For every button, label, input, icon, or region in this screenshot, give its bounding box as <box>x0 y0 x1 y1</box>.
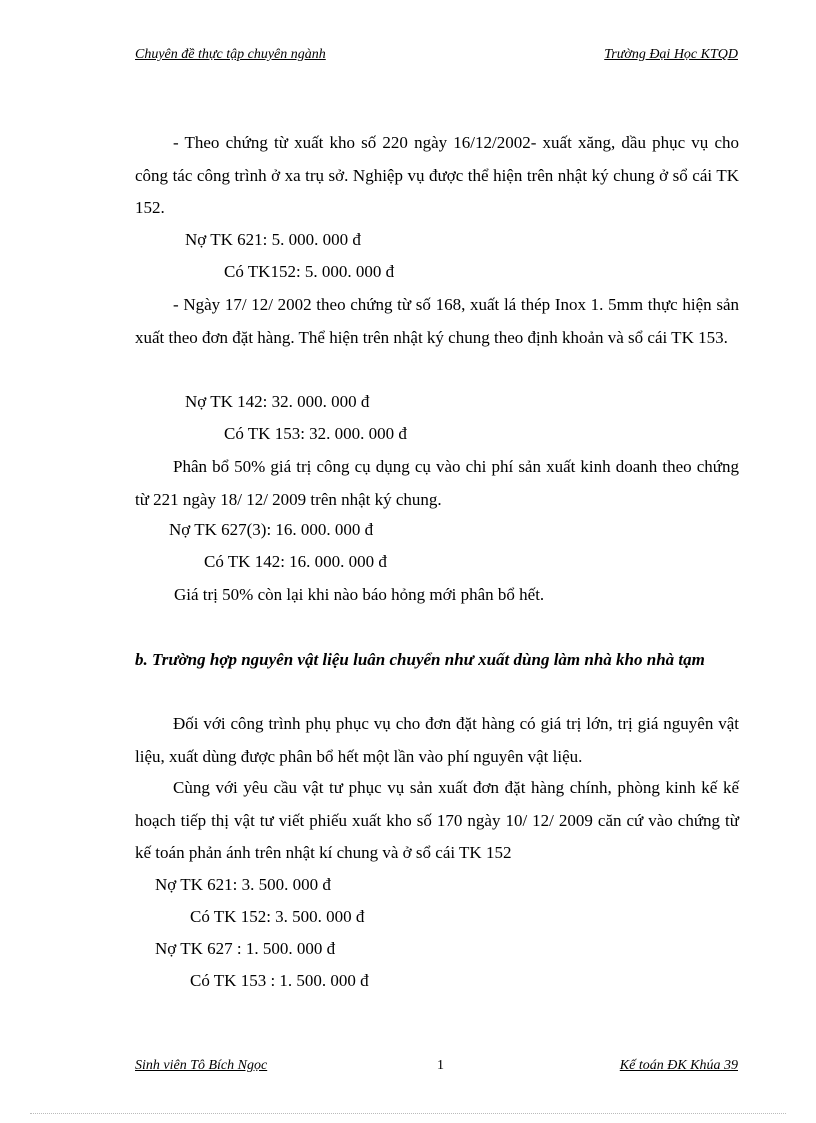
paragraph-1: - Theo chứng từ xuất kho số 220 ngày 16/12/2002- xuất xăng, dầu phục vụ cho công tác công trình ở xa trụ sở. Nghiệp vụ được thể hiện trên nhật ký chung ở sổ cái TK 152. <box>135 133 739 217</box>
paragraph-6: Cùng với yêu cầu vật tư phục vụ sản xuất đơn đặt hàng chính, phòng kinh kế kế hoạch tiếp thị vật tư viết phiếu xuất kho số 170 ngày 10/ 12/ 2009 căn cứ vào chứng từ kế toán phản ánh trên nhật kí chung và ở sổ cái TK 152 <box>135 778 739 862</box>
entry-1-credit: Có TK152: 5. 000. 000 đ <box>224 262 395 281</box>
paragraph-4: Giá trị 50% còn lại khi nào báo hỏng mới phân bổ hết. <box>174 585 545 604</box>
paragraph-3: Phân bổ 50% giá trị công cụ dụng cụ vào chi phí sản xuất kinh doanh theo chứng từ 221 ngày 18/ 12/ 2009 trên nhật ký chung. <box>135 457 739 509</box>
entry-1-debit: Nợ TK 621: 5. 000. 000 đ <box>185 230 361 249</box>
entry-3-debit: Nợ TK 627(3): 16. 000. 000 đ <box>169 520 374 539</box>
entry-2-debit: Nợ TK 142: 32. 000. 000 đ <box>185 392 370 411</box>
entry-5-credit: Có TK 153 : 1. 500. 000 đ <box>190 971 369 990</box>
header-left-text: Chuyên đề thực tập chuyên ngành <box>135 47 326 62</box>
footer-right-text: Kế toán ĐK Khúa 39 <box>619 1058 738 1073</box>
page-bottom-divider <box>30 1113 786 1114</box>
entry-3-credit: Có TK 142: 16. 000. 000 đ <box>204 552 387 571</box>
entry-4-credit: Có TK 152: 3. 500. 000 đ <box>190 907 365 926</box>
section-heading-b: b. Trường hợp nguyên vật liệu luân chuyển như xuất dùng làm nhà kho nhà tạm <box>135 650 705 669</box>
entry-4-debit: Nợ TK 621: 3. 500. 000 đ <box>155 875 331 894</box>
footer-left-text: Sinh viên Tô Bích Ngọc <box>135 1058 268 1073</box>
paragraph-5: Đối với công trình phụ phục vụ cho đơn đặt hàng có giá trị lớn, trị giá nguyên vật liệu, xuất dùng được phân bổ hết một lần vào phí nguyên vật liệu. <box>135 714 739 766</box>
header-right-text: Trường Đại Học KTQD <box>604 47 738 62</box>
entry-5-debit: Nợ TK 627 : 1. 500. 000 đ <box>155 939 336 958</box>
paragraph-2: - Ngày 17/ 12/ 2002 theo chứng từ số 168, xuất lá thép Inox 1. 5mm thực hiện sản xuất theo đơn đặt hàng. Thể hiện trên nhật ký chung theo định khoản và sổ cái TK 153. <box>135 295 739 347</box>
entry-2-credit: Có TK 153: 32. 000. 000 đ <box>224 424 407 443</box>
page-number: 1 <box>437 1058 444 1073</box>
